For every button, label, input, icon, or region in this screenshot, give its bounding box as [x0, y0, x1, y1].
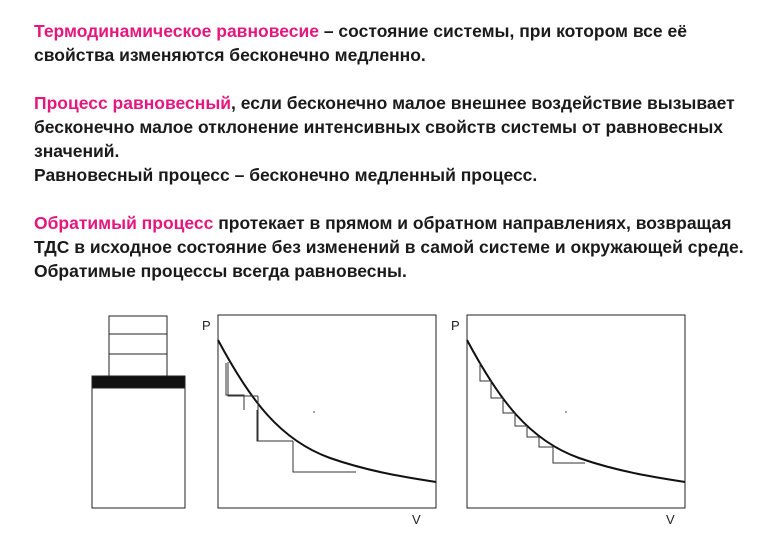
- term-reversible-process: Обратимый процесс: [34, 213, 214, 233]
- text-equilibrium-process-extra: Равновесный процесс – бесконечно медленный процесс.: [34, 165, 538, 185]
- definition-reversible-process: [34, 211, 764, 283]
- dot: [313, 411, 315, 413]
- definition-equilibrium: [34, 19, 764, 67]
- graph-irreversible: [202, 315, 436, 527]
- graph-reversible: [451, 315, 685, 527]
- x-axis-label: V: [412, 512, 421, 527]
- weight-2: [109, 334, 167, 354]
- term-equilibrium: Термодинамическое равновесие: [34, 21, 319, 41]
- diagrams: [0, 300, 780, 539]
- text-equilibrium-process: , если бесконечно малое внешнее воздействие вызывает бесконечно малое отклонение интенсивных свойств системы от равновесных значений.: [34, 93, 735, 161]
- term-equilibrium-process: Процесс равновесный: [34, 93, 232, 113]
- weight-1: [109, 316, 167, 334]
- piston: [92, 376, 185, 388]
- weight-3: [109, 354, 167, 376]
- step-path: [226, 363, 356, 472]
- dot: [565, 411, 567, 413]
- graph-frame: [467, 315, 685, 508]
- x-axis-label: V: [666, 512, 675, 527]
- definition-equilibrium-process: [34, 91, 764, 187]
- y-axis-label: P: [451, 318, 460, 333]
- cylinder: [92, 388, 185, 508]
- text-reversible-process: протекает в прямом и обратном направлениях, возвращая ТДС в исходное состояние без изменений в самой системе и окружающей среде. Обратимые процессы всегда равновесны.: [34, 213, 744, 281]
- isotherm-curve: [467, 340, 685, 482]
- isotherm-curve: [218, 340, 436, 482]
- y-axis-label: P: [202, 318, 211, 333]
- graph-frame: [218, 315, 436, 508]
- text-equilibrium: – состояние системы, при котором все её свойства изменяются бесконечно медленно.: [34, 21, 687, 65]
- piston-cylinder: [92, 316, 185, 508]
- step-verticals: [228, 362, 258, 441]
- step-path: [480, 363, 585, 463]
